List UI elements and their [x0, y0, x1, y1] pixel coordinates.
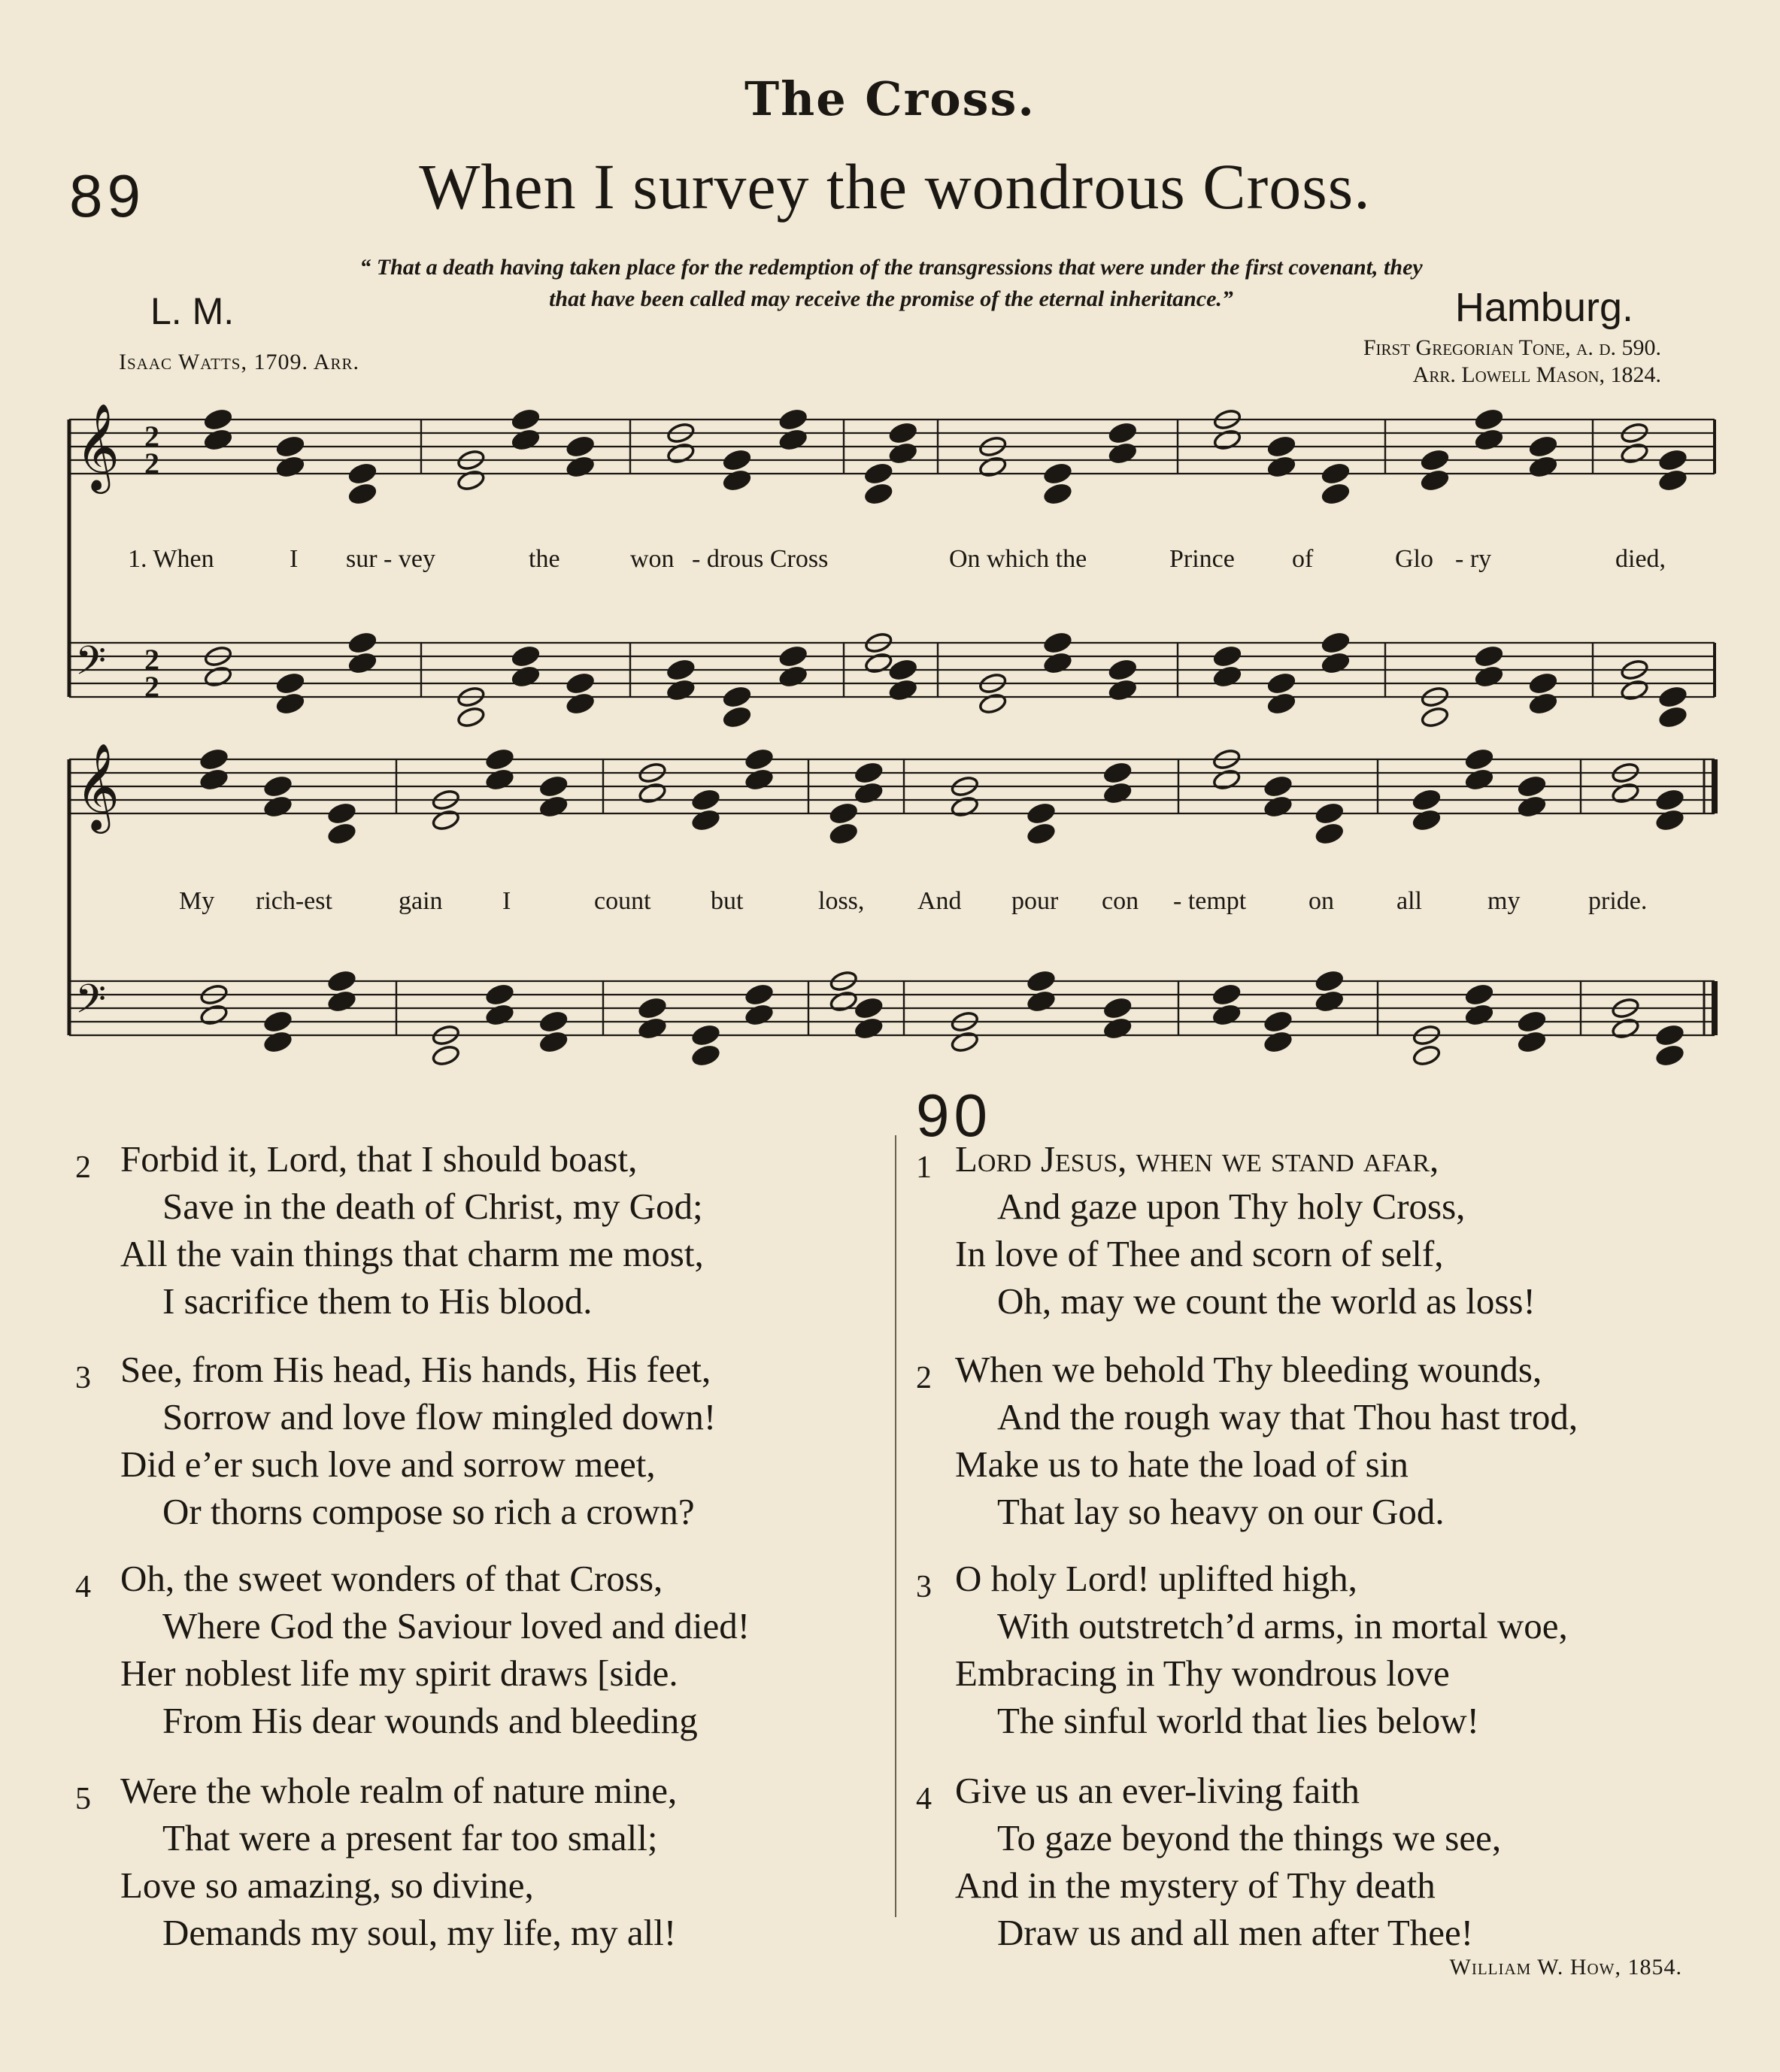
verse-line: Demands my soul, my life, my all!	[162, 1912, 677, 1953]
notehead	[1267, 672, 1296, 695]
notehead	[1043, 483, 1072, 505]
notehead	[888, 442, 917, 465]
notehead	[778, 429, 808, 451]
verse-line: Where God the Saviour loved and died!	[162, 1605, 751, 1646]
notehead	[1412, 789, 1442, 811]
notehead	[666, 442, 696, 465]
notehead	[744, 1004, 774, 1026]
verse-line: See, from His head, His hands, His feet,	[120, 1349, 711, 1390]
notehead	[1620, 679, 1649, 701]
notehead	[864, 462, 893, 485]
notehead	[1267, 435, 1296, 458]
notehead	[1529, 672, 1558, 695]
notehead	[327, 822, 356, 845]
verse-line: Sorrow and love flow mingled down!	[162, 1396, 717, 1437]
notehead	[1658, 706, 1688, 729]
notehead	[485, 768, 514, 791]
notehead	[778, 408, 808, 431]
notehead	[723, 686, 752, 708]
verse-line: Oh, the sweet wonders of that Cross,	[120, 1558, 663, 1599]
lyric-syllable: con	[1102, 887, 1139, 915]
notehead	[276, 672, 305, 695]
notehead	[566, 692, 595, 715]
treble-clef-icon: 𝄞	[75, 742, 120, 830]
notehead	[1108, 659, 1137, 681]
lyric-syllable: - ry	[1455, 545, 1492, 573]
tune-name: Hamburg.	[1454, 285, 1633, 330]
notehead	[1043, 462, 1072, 485]
notehead	[276, 456, 305, 478]
verse-line: Forbid it, Lord, that I should boast,	[120, 1138, 638, 1180]
verse-line: Did e’er such love and sorrow meet,	[120, 1443, 656, 1485]
notehead	[327, 990, 356, 1013]
column-divider	[895, 1135, 896, 1917]
notehead	[1026, 802, 1056, 825]
notehead	[691, 1024, 720, 1047]
verse-line: And gaze upon Thy holy Cross,	[997, 1186, 1466, 1227]
notehead	[638, 1017, 667, 1040]
notehead	[691, 789, 720, 811]
notehead	[485, 1004, 514, 1026]
verse-line: Embracing in Thy wondrous love	[955, 1652, 1450, 1694]
notehead	[744, 748, 774, 771]
notehead	[263, 1010, 293, 1033]
notehead	[1529, 692, 1558, 715]
notehead	[723, 449, 752, 471]
notehead	[431, 809, 460, 832]
time-signature-top: 2	[144, 643, 159, 677]
notehead	[1103, 1017, 1133, 1040]
notehead	[1315, 970, 1344, 992]
notehead	[1263, 1031, 1293, 1053]
verse-line: And the rough way that Thou hast trod,	[997, 1396, 1578, 1437]
notehead	[778, 665, 808, 688]
notehead	[1518, 1031, 1547, 1053]
notehead	[1103, 782, 1133, 804]
notehead	[1103, 762, 1133, 784]
notehead	[1315, 802, 1344, 825]
notehead	[566, 435, 595, 458]
lyric-syllable: all	[1396, 887, 1422, 915]
notehead	[1321, 483, 1351, 505]
verse-line: In love of Thee and scorn of self,	[955, 1233, 1444, 1274]
section-title: The Cross.	[744, 71, 1036, 126]
notehead	[539, 775, 569, 798]
notehead	[539, 1010, 569, 1033]
notehead	[1026, 822, 1056, 845]
lyric-syllable: won	[630, 545, 675, 573]
notehead	[1421, 706, 1450, 729]
lyric-syllable: 1. When	[128, 545, 214, 573]
notehead	[1213, 645, 1242, 668]
notehead	[1518, 775, 1547, 798]
notehead	[978, 692, 1008, 715]
notehead	[511, 665, 541, 688]
notehead	[1529, 456, 1558, 478]
lyric-syllable: gain	[399, 887, 443, 915]
lyric-syllable: Prince	[1169, 545, 1235, 573]
notehead	[1026, 990, 1056, 1013]
notehead	[1043, 652, 1072, 674]
notehead	[888, 422, 917, 444]
notehead	[1475, 408, 1504, 431]
notehead	[1620, 442, 1649, 465]
notehead	[864, 652, 893, 674]
notehead	[511, 645, 541, 668]
notehead	[666, 679, 696, 701]
notehead	[978, 456, 1008, 478]
notehead	[348, 462, 378, 485]
lyric-syllable: Glo	[1395, 545, 1433, 573]
notehead	[327, 970, 356, 992]
notehead	[263, 1031, 293, 1053]
notehead	[1421, 449, 1450, 471]
verse-line: To gaze beyond the things we see,	[997, 1817, 1502, 1858]
verse-line: Lord Jesus, when we stand afar,	[955, 1138, 1439, 1180]
notehead	[511, 408, 541, 431]
notehead	[204, 408, 233, 431]
notehead	[1655, 1044, 1684, 1067]
lyric-syllable: died,	[1615, 545, 1666, 573]
verse-number: 3	[75, 1361, 91, 1395]
notehead	[1658, 469, 1688, 492]
notehead	[1026, 970, 1056, 992]
verse-number: 2	[75, 1150, 91, 1185]
lyric-syllable: sur - vey	[346, 545, 435, 573]
notehead	[778, 645, 808, 668]
lyric-syllable: the	[529, 545, 560, 573]
epigraph-line-2: that have been called may receive the promise of the eternal inheritance.”	[549, 286, 1233, 311]
notehead	[276, 435, 305, 458]
notehead	[1518, 1010, 1547, 1033]
notehead	[854, 997, 884, 1019]
verse-line: Were the whole realm of nature mine,	[120, 1770, 678, 1811]
notehead	[1465, 748, 1494, 771]
notehead	[1043, 632, 1072, 654]
notehead	[199, 1004, 229, 1026]
lyric-syllable: rich-est	[256, 887, 332, 915]
notehead	[431, 1044, 460, 1067]
verse-number: 3	[916, 1570, 932, 1604]
notehead	[348, 652, 378, 674]
notehead	[1315, 822, 1344, 845]
notehead	[539, 795, 569, 818]
lyric-syllable: of	[1292, 545, 1314, 573]
notehead	[204, 665, 233, 688]
notehead	[199, 748, 229, 771]
notehead	[1412, 809, 1442, 832]
notehead	[1655, 809, 1684, 832]
verse-line: Give us an ever-living faith	[955, 1770, 1360, 1811]
lyric-syllable: - drous Cross	[692, 545, 829, 573]
lyric-syllable: count	[594, 887, 651, 915]
notehead	[1465, 768, 1494, 791]
notehead	[456, 469, 486, 492]
notehead	[485, 748, 514, 771]
treble-clef-icon: 𝄞	[75, 402, 120, 490]
notehead	[485, 983, 514, 1006]
notehead	[263, 775, 293, 798]
hymn-90-author-credit: William W. How, 1854.	[1449, 1955, 1682, 1980]
bass-clef-icon: 𝄢	[75, 638, 107, 694]
verse-number: 4	[916, 1782, 932, 1816]
notehead	[1213, 429, 1242, 451]
notehead	[204, 429, 233, 451]
verse-line: Draw us and all men after Thee!	[997, 1912, 1474, 1953]
verse-number: 5	[75, 1782, 91, 1816]
notehead	[1421, 469, 1450, 492]
notehead	[1267, 456, 1296, 478]
notehead	[1529, 435, 1558, 458]
notehead	[1412, 1044, 1442, 1067]
verse-line: Oh, may we count the world as loss!	[997, 1280, 1536, 1322]
notehead	[276, 692, 305, 715]
verse-line: Save in the death of Christ, my God;	[162, 1186, 703, 1227]
notehead	[1465, 983, 1494, 1006]
meter-label: L. M.	[150, 290, 235, 332]
lyric-syllable: but	[711, 887, 744, 915]
notehead	[1658, 449, 1688, 471]
notehead	[1103, 997, 1133, 1019]
verse-line: With outstretch’d arms, in mortal woe,	[997, 1605, 1568, 1646]
lyric-syllable: - tempt	[1173, 887, 1247, 915]
notehead	[327, 802, 356, 825]
notehead	[829, 990, 858, 1013]
notehead	[666, 659, 696, 681]
notehead	[744, 983, 774, 1006]
lyric-syllable: my	[1487, 887, 1521, 915]
epigraph-line-1: “ That a death having taken place for the redemption of the transgressions that were under the first covenant, they	[359, 255, 1423, 280]
notehead	[1475, 645, 1504, 668]
notehead	[854, 1017, 884, 1040]
verse-number: 4	[75, 1570, 91, 1604]
bass-clef-icon: 𝄢	[75, 977, 107, 1032]
notehead	[1263, 775, 1293, 798]
notehead	[1518, 795, 1547, 818]
hymn-89-title: When I survey the wondrous Cross.	[419, 150, 1371, 223]
verse-line: That were a present far too small;	[162, 1817, 658, 1858]
time-signature-bottom: 2	[144, 670, 159, 704]
time-signature-top: 2	[144, 420, 159, 453]
notehead	[864, 483, 893, 505]
notehead	[1475, 665, 1504, 688]
verse-line: When we behold Thy bleeding wounds,	[955, 1349, 1542, 1390]
verse-line: Love so amazing, so divine,	[120, 1864, 534, 1906]
notehead	[1611, 782, 1640, 804]
notehead	[511, 429, 541, 451]
notehead	[1263, 795, 1293, 818]
notehead	[1475, 429, 1504, 451]
notehead	[1655, 789, 1684, 811]
notehead	[723, 469, 752, 492]
lyric-syllable: On which the	[949, 545, 1087, 573]
verse-number: 2	[916, 1361, 932, 1395]
time-signature-bottom: 2	[144, 447, 159, 480]
verse-line: That lay so heavy on our God.	[997, 1491, 1445, 1532]
notehead	[348, 483, 378, 505]
lyric-syllable: pride.	[1588, 887, 1648, 915]
notehead	[1465, 1004, 1494, 1026]
verse-line: The sinful world that lies below!	[997, 1700, 1479, 1741]
verse-line: All the vain things that charm me most,	[120, 1233, 704, 1274]
lyric-syllable: on	[1308, 887, 1334, 915]
notehead	[199, 768, 229, 791]
notehead	[1108, 442, 1137, 465]
notehead	[1212, 768, 1242, 791]
verse-line: I sacrifice them to His blood.	[162, 1280, 593, 1322]
author-credit: Isaac Watts, 1709. Arr.	[119, 350, 359, 374]
notehead	[1655, 1024, 1684, 1047]
notehead	[1321, 462, 1351, 485]
notehead	[1108, 679, 1137, 701]
notehead	[1212, 1004, 1242, 1026]
lyric-syllable: My	[179, 887, 215, 915]
notehead	[950, 795, 979, 818]
notehead	[638, 782, 667, 804]
verse-line: O holy Lord! uplifted high,	[955, 1558, 1357, 1599]
notehead	[888, 679, 917, 701]
notehead	[1263, 1010, 1293, 1033]
notehead	[348, 632, 378, 654]
notehead	[829, 822, 858, 845]
lyric-syllable: And	[917, 887, 962, 915]
verse-line: Make us to hate the load of sin	[955, 1443, 1409, 1485]
notehead	[1213, 665, 1242, 688]
lyric-syllable: pour	[1011, 887, 1059, 915]
notehead	[1321, 632, 1351, 654]
arranger-line-2: Arr. Lowell Mason, 1824.	[1412, 362, 1661, 387]
notehead	[854, 782, 884, 804]
notehead	[1267, 692, 1296, 715]
arranger-line-1: First Gregorian Tone, a. d. 590.	[1363, 335, 1661, 360]
notehead	[456, 706, 486, 729]
notehead	[744, 768, 774, 791]
verse-number: 1	[916, 1150, 932, 1185]
notehead	[888, 659, 917, 681]
notehead	[1658, 686, 1688, 708]
lyric-syllable: I	[290, 545, 299, 573]
notehead	[638, 997, 667, 1019]
lyric-syllable: loss,	[818, 887, 865, 915]
notehead	[723, 706, 752, 729]
verse-line: Or thorns compose so rich a crown?	[162, 1491, 695, 1532]
notehead	[539, 1031, 569, 1053]
notehead	[263, 795, 293, 818]
notehead	[566, 456, 595, 478]
notehead	[829, 802, 858, 825]
notehead	[1611, 1017, 1640, 1040]
verse-line: And in the mystery of Thy death	[955, 1864, 1436, 1906]
notehead	[1108, 422, 1137, 444]
notehead	[1321, 652, 1351, 674]
verse-line: From His dear wounds and bleeding	[162, 1700, 698, 1741]
verse-line: Her noblest life my spirit draws [side.	[120, 1652, 678, 1694]
notehead	[691, 809, 720, 832]
notehead	[1212, 983, 1242, 1006]
notehead	[566, 672, 595, 695]
notehead	[854, 762, 884, 784]
lyric-syllable: I	[502, 887, 511, 915]
hymn-90-number: 90	[916, 1082, 992, 1149]
notehead	[950, 1031, 979, 1053]
notehead	[1315, 990, 1344, 1013]
notehead	[691, 1044, 720, 1067]
hymn-89-number: 89	[69, 162, 145, 229]
